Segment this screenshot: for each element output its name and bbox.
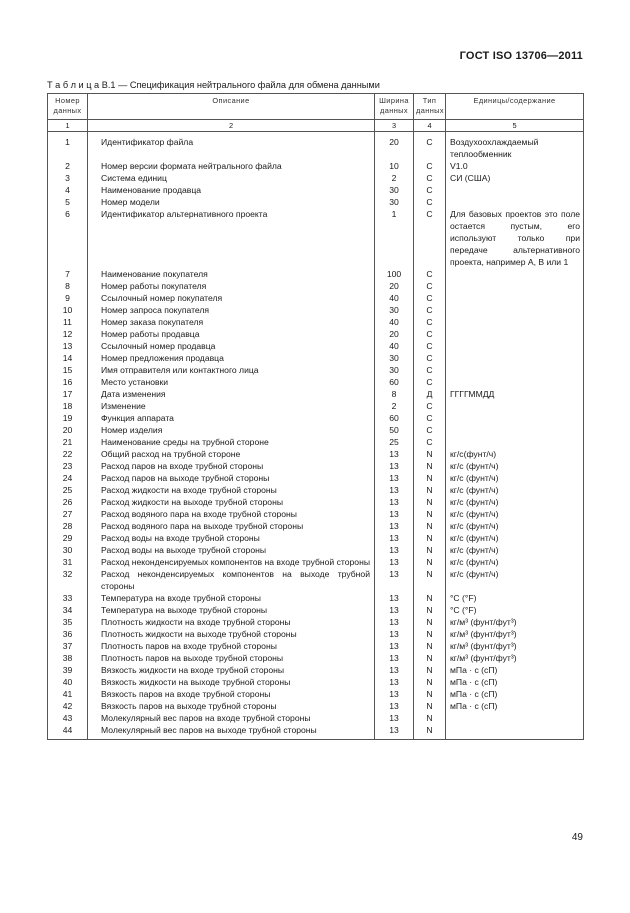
row-width: 13: [375, 724, 414, 740]
row-type: С: [414, 424, 446, 436]
row-width: 13: [375, 628, 414, 640]
table-row: [48, 208, 584, 268]
row-units: кг/с (фунт/ч): [446, 508, 584, 520]
row-type: N: [414, 688, 446, 700]
row-description: Номер работы покупателя: [88, 280, 375, 292]
table-row: [48, 160, 584, 172]
row-width: 50: [375, 424, 414, 436]
spec-table: [47, 93, 584, 740]
row-width: 13: [375, 532, 414, 544]
row-units: Воздухоохлаждаемый теплообменник: [446, 132, 584, 161]
row-type: N: [414, 712, 446, 724]
table-row: [48, 496, 584, 508]
row-description: Расход воды на входе трубной стороны: [88, 532, 375, 544]
row-type: N: [414, 520, 446, 532]
column-number-row: [48, 120, 584, 132]
row-number: 24: [48, 472, 88, 484]
table-row: [48, 700, 584, 712]
table-row: [48, 412, 584, 424]
row-width: 2: [375, 400, 414, 412]
table-row: [48, 484, 584, 496]
row-number: 9: [48, 292, 88, 304]
spec-table-container: [47, 93, 583, 740]
table-row: [48, 664, 584, 676]
row-number: 3: [48, 172, 88, 184]
row-description: Расход неконденсируемых компонентов на входе трубной стороны: [88, 556, 375, 568]
row-number: 7: [48, 268, 88, 280]
row-number: 20: [48, 424, 88, 436]
row-number: 40: [48, 676, 88, 688]
row-width: 40: [375, 316, 414, 328]
row-number: 42: [48, 700, 88, 712]
row-width: 13: [375, 508, 414, 520]
row-description: Расход водяного пара на выходе трубной стороны: [88, 520, 375, 532]
row-width: 1: [375, 208, 414, 268]
row-units: [446, 352, 584, 364]
row-description: Вязкость паров на выходе трубной стороны: [88, 700, 375, 712]
row-units: [446, 436, 584, 448]
row-type: С: [414, 196, 446, 208]
table-row: [48, 328, 584, 340]
row-width: 13: [375, 520, 414, 532]
row-type: N: [414, 460, 446, 472]
row-units: мПа · с (сП): [446, 676, 584, 688]
row-type: С: [414, 340, 446, 352]
row-units: [446, 316, 584, 328]
column-number: 5: [446, 120, 584, 132]
row-number: 25: [48, 484, 88, 496]
row-units: [446, 712, 584, 724]
row-type: N: [414, 616, 446, 628]
row-width: 30: [375, 364, 414, 376]
table-row: [48, 556, 584, 568]
table-row: [48, 352, 584, 364]
row-units: [446, 412, 584, 424]
row-description: Место установки: [88, 376, 375, 388]
row-width: 13: [375, 616, 414, 628]
row-units: [446, 292, 584, 304]
row-type: N: [414, 640, 446, 652]
row-number: 6: [48, 208, 88, 268]
row-description: Молекулярный вес паров на выходе трубной стороны: [88, 724, 375, 740]
column-number: 3: [375, 120, 414, 132]
row-type: С: [414, 436, 446, 448]
row-description: Расход жидкости на входе трубной стороны: [88, 484, 375, 496]
row-number: 33: [48, 592, 88, 604]
table-row: [48, 724, 584, 740]
table-caption-prefix: Т а б л и ц а: [47, 80, 100, 90]
row-units: кг/м³ (фунт/фут³): [446, 628, 584, 640]
row-width: 2: [375, 172, 414, 184]
header-number: Номер данных: [48, 94, 88, 120]
row-width: 13: [375, 700, 414, 712]
row-units: кг/с (фунт/ч): [446, 556, 584, 568]
row-width: 10: [375, 160, 414, 172]
row-type: N: [414, 664, 446, 676]
row-width: 20: [375, 280, 414, 292]
row-units: [446, 328, 584, 340]
row-units: кг/м³ (фунт/фут³): [446, 640, 584, 652]
row-number: 30: [48, 544, 88, 556]
row-width: 60: [375, 376, 414, 388]
table-row: [48, 132, 584, 161]
row-number: 10: [48, 304, 88, 316]
table-row: [48, 172, 584, 184]
row-description: Расход неконденсируемых компонентов на выходе трубной стороны: [88, 568, 375, 592]
row-units: [446, 196, 584, 208]
row-type: С: [414, 160, 446, 172]
row-type: С: [414, 412, 446, 424]
row-number: 16: [48, 376, 88, 388]
row-width: 100: [375, 268, 414, 280]
table-row: [48, 280, 584, 292]
column-number: 2: [88, 120, 375, 132]
row-type: С: [414, 400, 446, 412]
row-number: 1: [48, 132, 88, 161]
row-description: Вязкость жидкости на выходе трубной стороны: [88, 676, 375, 688]
table-row: [48, 448, 584, 460]
header-units: Единицы/содержание: [446, 94, 584, 120]
row-units: кг/с (фунт/ч): [446, 496, 584, 508]
table-row: [48, 472, 584, 484]
row-units: кг/с (фунт/ч): [446, 544, 584, 556]
row-description: Расход воды на выходе трубной стороны: [88, 544, 375, 556]
table-row: [48, 364, 584, 376]
row-type: Д: [414, 388, 446, 400]
row-units: кг/с (фунт/ч): [446, 484, 584, 496]
row-units: Для базовых проектов это поле остается пустым, его используют только при передаче альтернативного проекта, например А, В или 1: [446, 208, 584, 268]
document-id: ГОСТ ISO 13706—2011: [459, 50, 583, 62]
row-type: С: [414, 304, 446, 316]
row-width: 13: [375, 676, 414, 688]
row-width: 30: [375, 184, 414, 196]
row-width: 13: [375, 556, 414, 568]
table-row: [48, 508, 584, 520]
row-number: 18: [48, 400, 88, 412]
row-type: N: [414, 700, 446, 712]
row-description: Ссылочный номер продавца: [88, 340, 375, 352]
row-type: N: [414, 532, 446, 544]
header-type: Тип данных: [414, 94, 446, 120]
table-row: [48, 268, 584, 280]
row-units: кг/с(фунт/ч): [446, 448, 584, 460]
table-row: [48, 712, 584, 724]
table-row: [48, 292, 584, 304]
row-units: мПа · с (сП): [446, 688, 584, 700]
row-width: 13: [375, 652, 414, 664]
row-number: 13: [48, 340, 88, 352]
row-width: 20: [375, 132, 414, 161]
table-row: [48, 652, 584, 664]
row-type: С: [414, 328, 446, 340]
row-description: Идентификатор альтернативного проекта: [88, 208, 375, 268]
row-width: 13: [375, 688, 414, 700]
row-description: Функция аппарата: [88, 412, 375, 424]
row-units: кг/с (фунт/ч): [446, 460, 584, 472]
row-number: 31: [48, 556, 88, 568]
table-row: [48, 460, 584, 472]
row-type: С: [414, 280, 446, 292]
row-type: N: [414, 484, 446, 496]
row-number: 14: [48, 352, 88, 364]
row-width: 13: [375, 640, 414, 652]
row-type: N: [414, 568, 446, 592]
row-type: N: [414, 652, 446, 664]
row-units: °С (°F): [446, 592, 584, 604]
table-row: [48, 592, 584, 604]
row-description: Плотность паров на выходе трубной стороны: [88, 652, 375, 664]
row-number: 23: [48, 460, 88, 472]
row-number: 37: [48, 640, 88, 652]
table-row: [48, 616, 584, 628]
row-units: мПа · с (сП): [446, 664, 584, 676]
table-row: [48, 376, 584, 388]
row-description: Номер работы продавца: [88, 328, 375, 340]
row-units: [446, 424, 584, 436]
row-number: 17: [48, 388, 88, 400]
row-number: 41: [48, 688, 88, 700]
row-description: Вязкость паров на входе трубной стороны: [88, 688, 375, 700]
row-units: [446, 400, 584, 412]
table-row: [48, 316, 584, 328]
table-row: [48, 568, 584, 592]
row-units: кг/с (фунт/ч): [446, 520, 584, 532]
row-description: Идентификатор файла: [88, 132, 375, 161]
row-number: 28: [48, 520, 88, 532]
table-row: [48, 688, 584, 700]
row-number: 36: [48, 628, 88, 640]
row-width: 13: [375, 460, 414, 472]
row-width: 30: [375, 352, 414, 364]
row-description: Номер изделия: [88, 424, 375, 436]
row-units: [446, 280, 584, 292]
row-number: 12: [48, 328, 88, 340]
row-number: 35: [48, 616, 88, 628]
row-number: 27: [48, 508, 88, 520]
table-row: [48, 388, 584, 400]
row-width: 13: [375, 592, 414, 604]
table-caption-title: В.1 — Спецификация нейтрального файла для обмена данными: [101, 80, 380, 90]
table-row: [48, 184, 584, 196]
row-type: N: [414, 628, 446, 640]
row-type: С: [414, 132, 446, 161]
row-type: N: [414, 592, 446, 604]
row-type: N: [414, 544, 446, 556]
row-width: 13: [375, 664, 414, 676]
table-row: [48, 604, 584, 616]
table-row: [48, 676, 584, 688]
row-number: 34: [48, 604, 88, 616]
row-number: 44: [48, 724, 88, 740]
row-type: N: [414, 676, 446, 688]
row-width: 13: [375, 472, 414, 484]
row-units: кг/с (фунт/ч): [446, 532, 584, 544]
row-width: 13: [375, 484, 414, 496]
row-width: 13: [375, 568, 414, 592]
row-type: N: [414, 724, 446, 740]
table-row: [48, 436, 584, 448]
column-number: 1: [48, 120, 88, 132]
row-description: Номер модели: [88, 196, 375, 208]
row-description: Изменение: [88, 400, 375, 412]
row-type: С: [414, 184, 446, 196]
row-type: N: [414, 448, 446, 460]
row-units: [446, 340, 584, 352]
page-number: 49: [571, 832, 583, 843]
row-number: 11: [48, 316, 88, 328]
row-width: 40: [375, 292, 414, 304]
table-row: [48, 196, 584, 208]
row-description: Дата изменения: [88, 388, 375, 400]
row-number: 32: [48, 568, 88, 592]
row-description: Плотность паров на входе трубной стороны: [88, 640, 375, 652]
row-width: 40: [375, 340, 414, 352]
table-body: [48, 132, 584, 740]
row-units: мПа · с (сП): [446, 700, 584, 712]
row-description: Молекулярный вес паров на входе трубной стороны: [88, 712, 375, 724]
row-description: Имя отправителя или контактного лица: [88, 364, 375, 376]
row-description: Номер версии формата нейтрального файла: [88, 160, 375, 172]
row-number: 26: [48, 496, 88, 508]
row-width: 8: [375, 388, 414, 400]
row-width: 20: [375, 328, 414, 340]
row-number: 38: [48, 652, 88, 664]
row-type: С: [414, 292, 446, 304]
row-units: [446, 364, 584, 376]
row-description: Температура на выходе трубной стороны: [88, 604, 375, 616]
row-description: Система единиц: [88, 172, 375, 184]
row-description: Температура на входе трубной стороны: [88, 592, 375, 604]
row-description: Плотность жидкости на входе трубной стороны: [88, 616, 375, 628]
row-description: Номер запроса покупателя: [88, 304, 375, 316]
row-width: 25: [375, 436, 414, 448]
row-width: 13: [375, 604, 414, 616]
row-type: N: [414, 496, 446, 508]
row-number: 43: [48, 712, 88, 724]
table-caption: [47, 80, 380, 90]
table-row: [48, 340, 584, 352]
row-type: N: [414, 604, 446, 616]
row-description: Вязкость жидкости на входе трубной стороны: [88, 664, 375, 676]
row-width: 60: [375, 412, 414, 424]
row-number: 39: [48, 664, 88, 676]
row-type: С: [414, 172, 446, 184]
row-number: 22: [48, 448, 88, 460]
row-width: 13: [375, 544, 414, 556]
row-width: 30: [375, 196, 414, 208]
row-units: кг/м³ (фунт/фут³): [446, 616, 584, 628]
table-row: [48, 400, 584, 412]
table-row: [48, 532, 584, 544]
row-width: 13: [375, 712, 414, 724]
row-type: N: [414, 472, 446, 484]
row-description: Расход водяного пара на входе трубной стороны: [88, 508, 375, 520]
row-description: Общий расход на трубной стороне: [88, 448, 375, 460]
row-description: Наименование продавца: [88, 184, 375, 196]
row-units: [446, 268, 584, 280]
header-row: [48, 94, 584, 120]
column-number: 4: [414, 120, 446, 132]
row-description: Наименование покупателя: [88, 268, 375, 280]
row-number: 8: [48, 280, 88, 292]
row-number: 19: [48, 412, 88, 424]
table-row: [48, 520, 584, 532]
row-number: 21: [48, 436, 88, 448]
row-width: 13: [375, 448, 414, 460]
header-description: Описание: [88, 94, 375, 120]
row-units: кг/с (фунт/ч): [446, 568, 584, 592]
row-description: Расход жидкости на выходе трубной стороны: [88, 496, 375, 508]
row-units: [446, 304, 584, 316]
row-type: С: [414, 316, 446, 328]
row-number: 29: [48, 532, 88, 544]
row-units: ГГГГММДД: [446, 388, 584, 400]
row-units: СИ (США): [446, 172, 584, 184]
row-units: кг/с (фунт/ч): [446, 472, 584, 484]
row-units: [446, 184, 584, 196]
row-units: кг/м³ (фунт/фут³): [446, 652, 584, 664]
row-description: Номер предложения продавца: [88, 352, 375, 364]
row-type: С: [414, 208, 446, 268]
row-description: Плотность жидкости на выходе трубной стороны: [88, 628, 375, 640]
row-description: Ссылочный номер покупателя: [88, 292, 375, 304]
row-number: 4: [48, 184, 88, 196]
row-description: Наименование среды на трубной стороне: [88, 436, 375, 448]
row-number: 5: [48, 196, 88, 208]
table-row: [48, 304, 584, 316]
row-units: [446, 376, 584, 388]
row-units: °С (°F): [446, 604, 584, 616]
row-description: Расход паров на входе трубной стороны: [88, 460, 375, 472]
row-number: 15: [48, 364, 88, 376]
row-type: С: [414, 364, 446, 376]
row-type: С: [414, 268, 446, 280]
row-width: 13: [375, 496, 414, 508]
header-width: Ширина данных: [375, 94, 414, 120]
row-number: 2: [48, 160, 88, 172]
row-type: С: [414, 376, 446, 388]
row-type: N: [414, 556, 446, 568]
row-type: С: [414, 352, 446, 364]
table-row: [48, 640, 584, 652]
table-row: [48, 424, 584, 436]
row-units: V1.0: [446, 160, 584, 172]
row-type: N: [414, 508, 446, 520]
table-row: [48, 544, 584, 556]
row-units: [446, 724, 584, 740]
row-description: Номер заказа покупателя: [88, 316, 375, 328]
table-row: [48, 628, 584, 640]
row-description: Расход паров на выходе трубной стороны: [88, 472, 375, 484]
row-width: 30: [375, 304, 414, 316]
